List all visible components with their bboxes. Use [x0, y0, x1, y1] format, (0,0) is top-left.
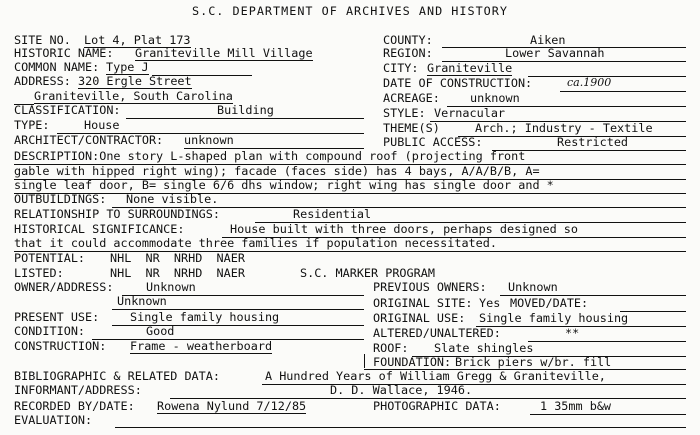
bibliographic-line-1: A Hundred Years of William Gregg & Graniteville,: [265, 369, 606, 383]
bibliographic-line-2: D. D. Wallace, 1946.: [330, 383, 473, 397]
acreage-label: ACREAGE:: [383, 91, 440, 105]
significance-line-1: House built with three doors, perhaps designed so: [230, 222, 579, 236]
acreage-value: unknown: [470, 91, 520, 105]
type-label: TYPE:: [14, 118, 50, 132]
potential-label: POTENTIAL:: [14, 251, 86, 265]
original-site-value: Yes: [479, 296, 501, 310]
theme-label: THEME(S): [383, 121, 440, 135]
present-use-label: PRESENT USE:: [14, 310, 100, 324]
evaluation-label: EVALUATION:: [14, 413, 93, 427]
original-use-value: Single family housing: [479, 311, 629, 325]
roof-label: ROOF:: [373, 341, 409, 355]
original-site-label: ORIGINAL SITE:: [373, 296, 473, 310]
address-line-1: 320 Ergle Street: [78, 74, 192, 88]
date-value: ca.1900: [567, 76, 612, 89]
foundation-label: FOUNDATION:: [373, 355, 452, 369]
significance-label: HISTORICAL SIGNIFICANCE:: [14, 222, 185, 236]
theme-value: Arch.; Industry - Textile: [475, 121, 653, 135]
listed-options: NHL NR NRHD NAER: [110, 266, 245, 280]
altered-label: ALTERED/UNALTERED:: [373, 326, 501, 340]
condition-label: CONDITION:: [14, 324, 86, 338]
foundation-value: Brick piers w/br. fill: [455, 355, 612, 369]
site-no-label: SITE NO.: [14, 33, 71, 47]
relationship-value: Residential: [293, 207, 372, 221]
style-label: STYLE:: [383, 106, 426, 120]
relationship-label: RELATIONSHIP TO SURROUNDINGS:: [14, 207, 220, 221]
description-line-3: single leaf door, B= single 6/6 dhs window; right wing has single door and *: [14, 178, 554, 192]
outbuildings-label: OUTBUILDINGS:: [14, 192, 107, 206]
address-line-2: Graniteville, South Carolina: [34, 89, 233, 103]
style-value: Vernacular: [434, 106, 506, 120]
photographic-label: PHOTOGRAPHIC DATA:: [373, 399, 501, 413]
classification-value: Building: [217, 103, 274, 117]
moved-date-label: MOVED/DATE:: [510, 296, 589, 310]
recorded-label: RECORDED BY/DATE:: [14, 399, 135, 413]
historic-name-value: Graniteville Mill Village: [135, 46, 313, 60]
owner-line-1: Unknown: [146, 280, 196, 294]
common-name-label: COMMON NAME:: [14, 60, 100, 74]
owner-line-2: Unknown: [117, 294, 167, 308]
site-no-value: Lot 4, Plat 173: [84, 33, 191, 47]
architect-value: unknown: [184, 133, 234, 147]
historic-name-label: HISTORIC NAME:: [14, 46, 114, 60]
city-value: Graniteville: [427, 61, 513, 75]
region-label: REGION:: [383, 46, 433, 60]
marker-program: S.C. MARKER PROGRAM: [300, 266, 435, 280]
previous-owners-value: Unknown: [508, 280, 558, 294]
bibliographic-label: BIBLIOGRAPHIC & RELATED DATA:: [14, 369, 220, 383]
roof-value: Slate shingles: [434, 341, 534, 355]
condition-value: Good: [146, 324, 175, 338]
date-label: DATE OF CONSTRUCTION:: [383, 76, 533, 90]
county-label: COUNTY:: [383, 33, 433, 47]
construction-value: Frame - weatherboard: [130, 339, 273, 353]
county-value: Aiken: [530, 33, 566, 47]
owner-label: OWNER/ADDRESS:: [14, 280, 114, 294]
architect-label: ARCHITECT/CONTRACTOR:: [14, 133, 164, 147]
significance-line-2: that it could accommodate three families if population necessitated.: [14, 236, 497, 250]
present-use-value: Single family housing: [130, 310, 280, 324]
informant-label: INFORMANT/ADDRESS:: [14, 383, 142, 397]
original-use-label: ORIGINAL USE:: [373, 311, 466, 325]
description-line-2: gable with hipped right wing); facade (faces side) has 4 bays, A/A/B/B, A=: [14, 164, 540, 178]
type-value: House: [84, 118, 120, 132]
potential-options: NHL NR NRHD NAER: [110, 251, 245, 265]
common-name-value: Type J: [106, 60, 149, 74]
outbuildings-value: None visible.: [126, 192, 219, 206]
public-access-value: Restricted: [557, 135, 629, 149]
recorded-value: Rowena Nylund 7/12/85: [157, 399, 307, 413]
altered-value: **: [565, 326, 580, 340]
address-label: ADDRESS:: [14, 74, 71, 88]
form-title: S.C. DEPARTMENT OF ARCHIVES AND HISTORY: [192, 4, 508, 18]
description-line-1: DESCRIPTION:One story L-shaped plan with compound roof (projecting front: [14, 149, 526, 163]
listed-label: LISTED:: [14, 266, 64, 280]
public-access-label: PUBLIC ACCESS:: [383, 135, 483, 149]
previous-owners-label: PREVIOUS OWNERS:: [373, 280, 487, 294]
construction-label: CONSTRUCTION:: [14, 339, 107, 353]
region-value: Lower Savannah: [505, 46, 605, 60]
classification-label: CLASSIFICATION:: [14, 103, 121, 117]
photographic-value: 1 35mm b&w: [540, 399, 612, 413]
city-label: CITY:: [383, 61, 419, 75]
